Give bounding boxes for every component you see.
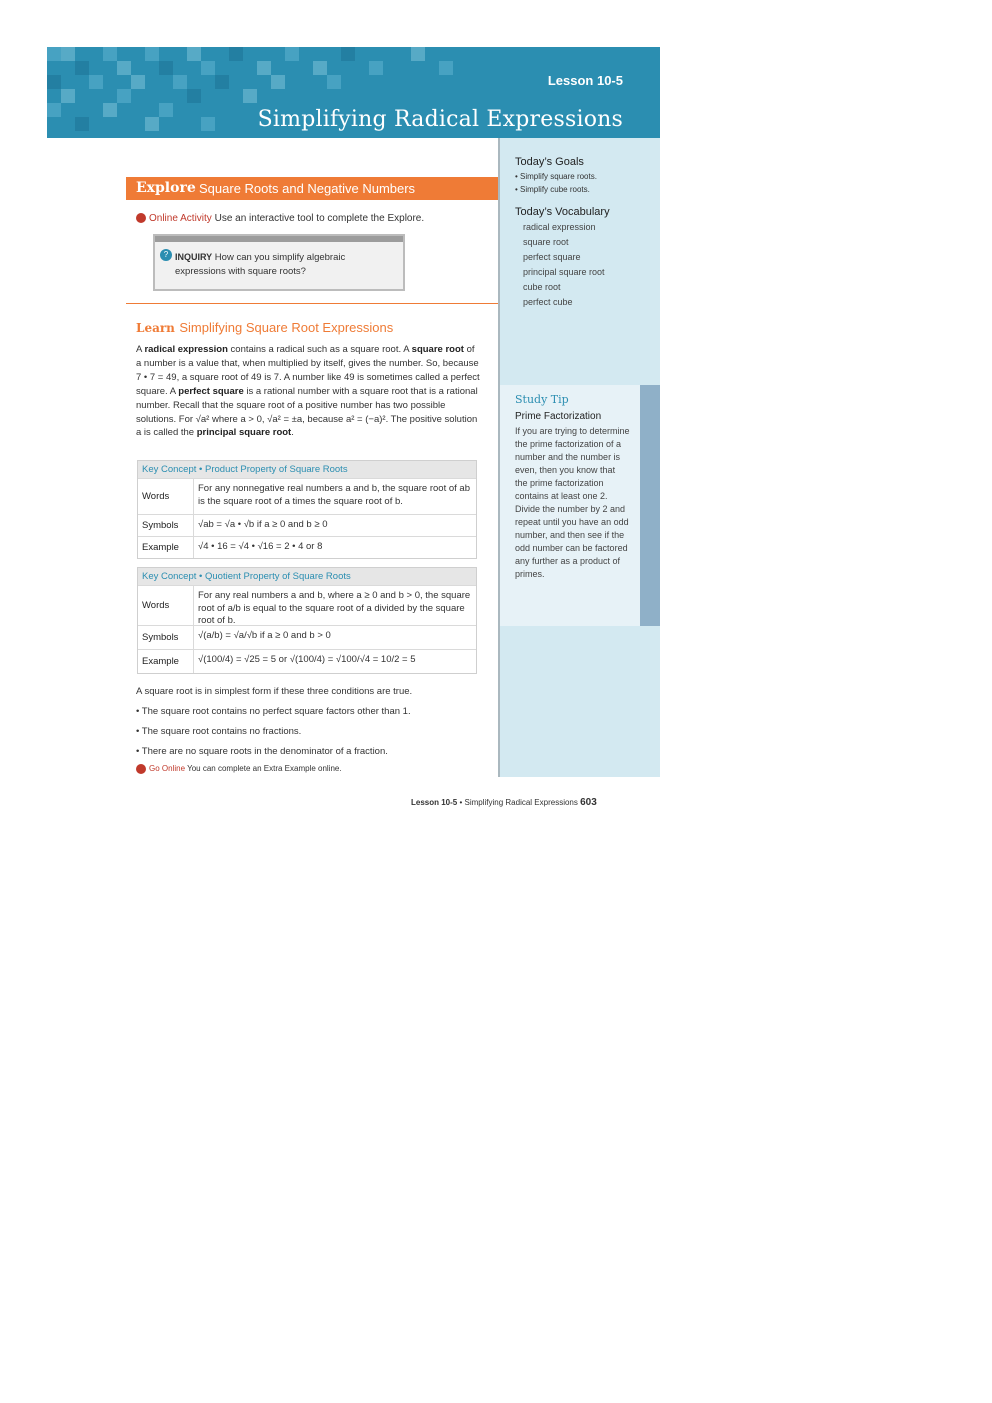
kc-label: Example (138, 650, 194, 673)
term-square-root: square root (411, 344, 464, 355)
kc-row-example (138, 649, 476, 673)
kc-label: Words (138, 479, 194, 514)
study-tip (500, 385, 660, 626)
kc-label: Symbols (138, 626, 194, 649)
key-concept-product (137, 460, 477, 559)
kc-value: For any real numbers a and b, where a ≥ 0 and b > 0, the square root of a/b is equal to the square root of a divided by the square root of b. (198, 590, 471, 626)
study-tip-subtitle: Prime Factorization (515, 411, 602, 422)
online-activity-text: Use an interactive tool to complete the Explore. (211, 213, 425, 224)
term-perfect-square: perfect square (178, 385, 244, 397)
goal-item: • Simplify square roots. (515, 172, 655, 181)
todays-goals (515, 156, 655, 194)
study-tip-bar (640, 385, 660, 626)
simplest-form-conditions (136, 682, 482, 762)
learn-title: Simplifying Square Root Expressions (179, 320, 394, 335)
term-principal-square-root: principal square root (196, 427, 292, 439)
kc-value: √ab = √a • √b if a ≥ 0 and b ≥ 0 (198, 519, 328, 530)
inquiry-icon: ? (160, 249, 172, 261)
key-concept-quotient (137, 567, 477, 674)
go-online-icon (136, 764, 146, 774)
footer-title: • Simplifying Radical Expressions (457, 798, 581, 807)
inquiry-box (153, 234, 405, 291)
inquiry-text (175, 250, 395, 279)
term-radical-expression: radical expression (144, 344, 228, 355)
goal-item: • Simplify cube roots. (515, 185, 655, 194)
learn-keyword: Learn (136, 321, 175, 335)
kc-label: Example (138, 537, 194, 558)
footer-lesson: Lesson 10-5 (411, 798, 458, 807)
key-concept-heading: Key Concept • Product Property of Square Roots (138, 461, 476, 478)
page-footer (411, 797, 597, 808)
online-activity-label[interactable]: Online Activity (149, 213, 212, 224)
kc-label: Symbols (138, 515, 194, 536)
kc-label: Words (138, 586, 194, 625)
condition-item: • The square root contains no perfect square factors other than 1. (136, 706, 411, 717)
online-activity[interactable] (136, 213, 424, 224)
vocab-item: principal square root (523, 267, 605, 277)
inquiry-label: INQUIRY (175, 252, 213, 262)
go-online[interactable] (136, 764, 342, 774)
page-number: 603 (580, 797, 597, 808)
vocab-item: square root (523, 237, 569, 247)
kc-value: √(a/b) = √a/√b if a ≥ 0 and b > 0 (198, 630, 331, 641)
explore-title: Square Roots and Negative Numbers (199, 181, 416, 196)
explore-keyword: Explore (136, 180, 196, 196)
online-activity-icon (136, 213, 146, 223)
kc-row-words (138, 478, 476, 514)
kc-row-words (138, 585, 476, 625)
goals-heading: Today’s Goals (515, 156, 584, 168)
go-online-text: You can complete an Extra Example online. (185, 764, 342, 774)
section-divider (126, 303, 498, 304)
vocab-heading: Today’s Vocabulary (515, 206, 610, 218)
kc-row-example (138, 536, 476, 558)
inquiry-box-strip (155, 236, 403, 242)
kc-row-symbols (138, 625, 476, 649)
kc-value: √4 • 16 = √4 • √16 = 2 • 4 or 8 (198, 541, 323, 552)
todays-vocabulary (515, 206, 655, 308)
condition-item: • There are no square roots in the denominator of a fraction. (136, 746, 388, 757)
kc-row-symbols (138, 514, 476, 536)
go-online-label[interactable]: Go Online (149, 764, 186, 774)
study-tip-body: If you are trying to determine the prime factorization of a number and the number is even, then you know that the prime factorization contains at least one 2. Divide the number by 2 and repeat until you have an odd number, and then see if the odd number can be factored any further as a product of primes. (515, 426, 630, 579)
inquiry-question: How can you simplify algebraic expressions with square roots? (175, 252, 346, 277)
lesson-title: Simplifying Radical Expressions (257, 107, 623, 132)
vocab-item: cube root (523, 282, 561, 292)
condition-item: • The square root contains no fractions. (136, 726, 302, 737)
conditions-intro: A square root is in simplest form if these three conditions are true. (136, 686, 413, 697)
vocab-item: radical expression (523, 222, 596, 232)
kc-value: √(100/4) = √25 = 5 or √(100/4) = √100/√4 = 10/2 = 5 (198, 654, 416, 665)
learn-paragraph: A radical expression contains a radical such as a square root. A square root of a number is a value that, when multiplied by itself, gives the number. So, because 7 • 7 = 49, a square root of 49 is 7. A number like 49 is sometimes called a perfect square. A perfect square is a rational number with a square root that is a rational number. Recall that the square root of a positive number has two possible solutions. For √a² where a > 0, √a² = ±a, because a² = (−a)². The positive solution a is called the principal square root. (136, 344, 480, 439)
lesson-number: Lesson 10-5 (547, 73, 623, 88)
key-concept-heading: Key Concept • Quotient Property of Square Roots (138, 568, 476, 585)
study-tip-title: Study Tip (515, 393, 569, 406)
lesson-banner (47, 47, 660, 138)
vocab-item: perfect cube (523, 297, 573, 307)
textbook-page (47, 47, 660, 817)
learn-header (136, 319, 393, 337)
kc-value: For any nonnegative real numbers a and b, the square root of ab is the square root of a times the square root of b. (198, 483, 470, 507)
explore-header (126, 177, 498, 200)
vocab-item: perfect square (523, 252, 581, 262)
